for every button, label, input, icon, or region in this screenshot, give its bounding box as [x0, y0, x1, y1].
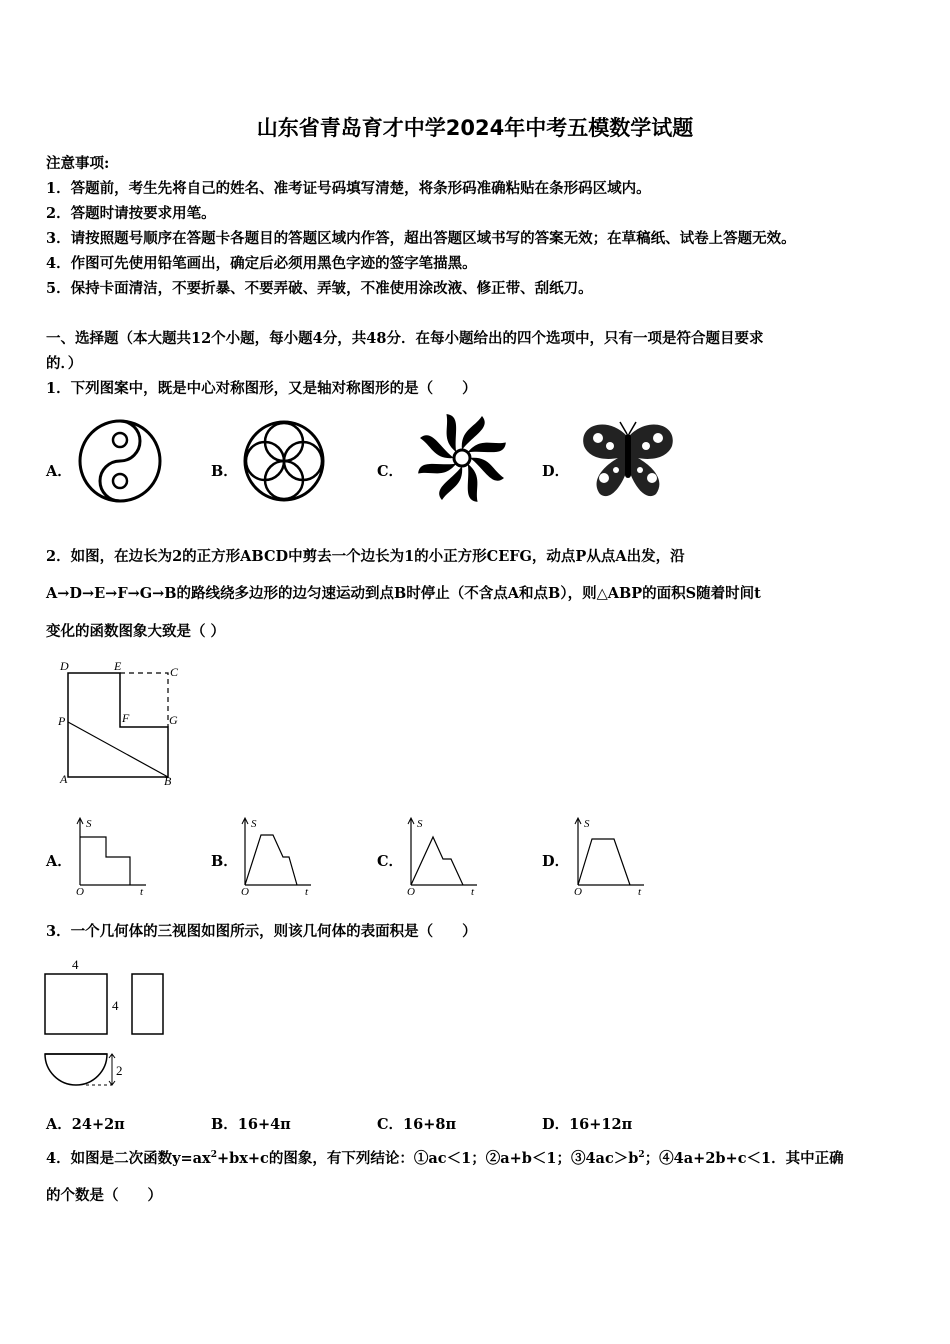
yin-yang-figure [76, 418, 168, 504]
q2-option-b-label: B． [211, 853, 238, 870]
dimension-side: 4 [112, 998, 119, 1013]
notice-item: 1．答题前，考生先将自己的姓名、准考证号码填写清楚，将条形码准确粘贴在条形码区域内。 [46, 180, 651, 197]
q1-option-a-label: A． [46, 463, 72, 480]
q3-option-d: D．16+12π [542, 1116, 633, 1133]
q2-graph-b [237, 815, 317, 897]
q1-option-d-label: D． [542, 463, 570, 480]
notice-item: 3．请按照题号顺序在答题卡各题目的答题区域内作答，超出答题区域书写的答案无效；在草稿纸、试卷上答题无效。 [46, 230, 796, 247]
axis-label-s: S [417, 818, 423, 830]
point-label-f: F [122, 711, 130, 725]
pinwheel-flower-figure [412, 412, 512, 504]
point-label-b: B [164, 774, 172, 788]
question-2-line2: A→D→E→F→G→B的路线绕多边形的边匀速运动到点B时停止（不含点A和点B），则△ABP的面积S随着时间t [46, 585, 761, 602]
axis-label-origin: O [574, 886, 582, 898]
q3-option-a: A．24+2π [46, 1116, 125, 1133]
point-label-c: C [170, 665, 179, 679]
axis-label-origin: O [76, 886, 84, 898]
section-heading: 一、选择题（本大题共12个小题，每小题4分，共48分．在每小题给出的四个选项中，只有一项是符合题目要求 [46, 330, 764, 347]
q2-option-c-label: C． [377, 853, 404, 870]
q2-graph-d [570, 815, 650, 897]
axis-label-s: S [251, 818, 257, 830]
q3-option-c: C．16+8π [377, 1116, 457, 1133]
question-1-stem: 1．下列图案中，既是中心对称图形，又是轴对称图形的是（ ） [46, 380, 477, 397]
axis-label-t: t [638, 886, 642, 898]
q3-option-b: B．16+4π [211, 1116, 291, 1133]
square-abcd-figure [56, 658, 196, 788]
point-label-a: A [60, 772, 68, 786]
three-view-figure [40, 952, 180, 1092]
dimension-top: 4 [72, 957, 79, 972]
axis-label-t: t [140, 886, 144, 898]
point-label-p: P [58, 714, 66, 728]
q2-graph-a [72, 815, 152, 897]
q2-option-d-label: D． [542, 853, 570, 870]
axis-label-t: t [471, 886, 475, 898]
question-2-line1: 2．如图，在边长为2的正方形ABCD中剪去一个边长为1的小正方形CEFG，动点P从点A出发，沿 [46, 548, 685, 565]
notice-heading: 注意事项: [46, 155, 110, 172]
point-label-e: E [114, 659, 122, 673]
axis-label-s: S [584, 818, 590, 830]
axis-label-origin: O [241, 886, 249, 898]
axis-label-t: t [305, 886, 309, 898]
axis-label-s: S [86, 818, 92, 830]
question-2-line3: 变化的函数图象大致是（ ） [46, 623, 226, 640]
four-petal-flower-figure [240, 418, 332, 504]
dimension-depth: 2 [116, 1063, 123, 1078]
q1-option-c-label: C． [377, 463, 404, 480]
section-heading-cont: 的．） [46, 355, 83, 372]
notice-item: 2．答题时请按要求用笔。 [46, 205, 216, 222]
question-4-line1: 4．如图是二次函数$y=ax^2+bx+c$的图象，有下列结论：①ac＜1；②a+b＜1；$③4ac>b^2$；④4a+2b+c＜1．其中正确 [46, 1150, 844, 1167]
axis-label-origin: O [407, 886, 415, 898]
q2-option-a-label: A． [46, 853, 72, 870]
butterfly-figure [578, 420, 678, 502]
point-label-d: D [60, 659, 69, 673]
notice-item: 4．作图可先使用铅笔画出，确定后必须用黑色字迹的签字笔描黑。 [46, 255, 477, 272]
notice-item: 5．保持卡面清洁，不要折暴、不要弄破、弄皱，不准使用涂改液、修正带、刮纸刀。 [46, 280, 593, 297]
q2-graph-c [403, 815, 483, 897]
question-4-line2: 的个数是（ ） [46, 1187, 162, 1204]
question-3-stem: 3．一个几何体的三视图如图所示，则该几何体的表面积是（ ） [46, 923, 477, 940]
page-title: 山东省青岛育才中学2024年中考五模数学试题 [256, 116, 694, 140]
q1-option-b-label: B． [211, 463, 238, 480]
point-label-g: G [169, 713, 178, 727]
